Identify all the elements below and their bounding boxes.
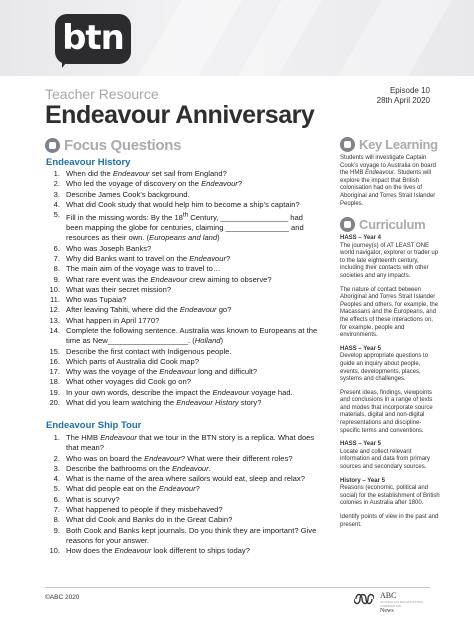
curriculum-block (340, 235, 440, 281)
focus-questions-heading (45, 137, 181, 154)
key-learning-text (340, 155, 440, 214)
tour-question (46, 464, 321, 474)
question-text: After leaving Tahiti, where did the Endeavour go? (66, 305, 232, 315)
question-text: How does the Endeavour look different to ships today? (66, 546, 250, 556)
question-text: Why was the voyage of the Endeavour long and difficult? (66, 367, 258, 377)
question-text: Fill in the missing words: By the 18th Century, ________________ had been mapping the globe for centuries, claiming _______________ and resources as their own. (Europeans and land) (66, 211, 304, 243)
question-number: 20. (49, 398, 60, 408)
episode-number: Episode 10 (389, 86, 430, 95)
question-text: What is the name of the area where sailors would eat, sleep and relax? (66, 474, 305, 484)
banner-stripe (138, 0, 242, 76)
question-number: 1. (53, 169, 60, 178)
question-number: 12. (49, 305, 60, 315)
curriculum-label: History – Year 5 (340, 477, 385, 484)
banner-stripe (238, 0, 322, 76)
question-text: Which parts of Australia did Cook map? (66, 356, 199, 366)
focus-questions-title: Focus Questions (64, 137, 182, 154)
question-number: 13. (49, 315, 60, 325)
footer-copyright: ©ABC 2020 (45, 594, 80, 601)
question-number: 9. (53, 525, 60, 535)
history-question (46, 388, 321, 398)
abc-name: ABC (380, 591, 397, 600)
curriculum-heading (340, 217, 425, 232)
abc-news-label: News (380, 608, 394, 614)
btn-logo-tail (62, 58, 70, 68)
abc-fullname: AUSTRALIAN BROADCASTING CORPORATION (380, 600, 424, 608)
curriculum-block (340, 346, 440, 384)
key-learning-heading (340, 137, 438, 152)
question-text: What was their secret mission? (66, 284, 172, 294)
question-number: 1. (53, 433, 60, 442)
history-question (46, 357, 321, 367)
curriculum-title: Curriculum (359, 217, 426, 232)
tour-questions (46, 433, 321, 557)
question-text: What rare event was the Endeavour crew aiming to observe? (66, 274, 272, 284)
question-text: Why did Banks want to travel on the Endeavour? (66, 253, 231, 263)
tour-heading: Endeavour Ship Tour (46, 420, 142, 431)
tour-question (46, 505, 321, 515)
question-text: When did the Endeavour set sail from England? (66, 169, 227, 178)
question-text: What did you learn watching the Endeavour History story? (66, 398, 262, 408)
tour-question (46, 484, 321, 494)
question-text: The HMB Endeavour that we tour in the BTN story is a replica. What does that mean? (66, 433, 315, 453)
question-text: Describe the first contact with Indigenous people. (66, 346, 232, 356)
history-heading: Endeavour History (46, 157, 131, 168)
question-text: What did Cook study that would help him to become a ship’s captain? (66, 199, 300, 209)
question-number: 2. (53, 453, 60, 463)
abc-logo-icon (354, 592, 374, 606)
question-number: 19. (49, 387, 60, 397)
question-number: 7. (53, 505, 60, 515)
history-question (46, 326, 321, 347)
tour-question (46, 546, 321, 556)
key-learning-title: Key Learning (359, 137, 438, 152)
curriculum-block (340, 514, 440, 529)
question-number: 8. (53, 264, 60, 274)
question-number: 3. (53, 463, 60, 473)
key-learning-paragraph: Students will investigate Captain Cook’s voyage to Australia on board the HMB Endeavour. Students will explore the impact that British colonisation had on the lives of Aboriginal and Torres Strait Islander Peoples. (340, 155, 436, 207)
page-subtitle: Teacher Resource (45, 86, 159, 102)
history-question (46, 305, 321, 315)
curriculum-text: Develop appropriate questions to guide an inquiry about people, events, developments, places, systems and challenges. (340, 353, 429, 383)
history-question (46, 377, 321, 387)
curriculum-list (340, 235, 440, 535)
question-text: Describe the bathrooms on the Endeavour. (66, 463, 211, 473)
question-number: 10. (49, 284, 60, 294)
history-question (46, 285, 321, 295)
episode-date: 28th April 2020 (376, 96, 430, 105)
question-number: 5. (53, 210, 60, 220)
question-number: 18. (49, 377, 60, 387)
question-text: Complete the following sentence. Australia was known to Europeans at the time as New___________________. (Holland) (66, 325, 318, 346)
question-number: 15. (49, 346, 60, 356)
question-number: 2. (53, 179, 60, 189)
question-number: 5. (53, 484, 60, 494)
history-question (46, 210, 321, 243)
history-question (46, 200, 321, 210)
history-questions (46, 169, 321, 408)
question-text: Who led the voyage of discovery on the Endeavour? (66, 179, 243, 189)
question-icon (45, 138, 60, 153)
page-title: Endeavour Anniversary (45, 101, 315, 129)
history-question (46, 254, 321, 264)
question-text: What happened to people if they misbehaved? (66, 505, 223, 515)
tour-question (46, 495, 321, 505)
question-text: Both Cook and Banks kept journals. Do you think they are important? Give reasons for your answer. (66, 525, 317, 545)
curriculum-text: The journey(s) of AT LEAST ONE world navigator, explorer or trader up to the late eighteenth century, including their contacts with other societies and any impacts. (340, 242, 439, 279)
history-question (46, 179, 321, 189)
curriculum-label: HASS – Year 5 (340, 345, 381, 352)
history-question (46, 264, 321, 274)
question-number: 10. (49, 546, 60, 556)
history-question (46, 316, 321, 326)
footer-divider (45, 587, 430, 588)
key-icon (340, 137, 355, 152)
history-question (46, 275, 321, 285)
question-number: 6. (53, 243, 60, 253)
tour-question (46, 474, 321, 484)
curriculum-block (340, 390, 440, 436)
curriculum-label: HASS – Year 4 (340, 235, 381, 241)
question-text: What did Cook and Banks do in the Great Cabin? (66, 515, 233, 525)
tour-question (46, 454, 321, 464)
tour-question (46, 515, 321, 525)
question-number: 9. (53, 274, 60, 284)
history-question (46, 398, 321, 408)
history-question (46, 244, 321, 254)
curriculum-text: Present ideas, findings, viewpoints and conclusions in a range of texts and modes that incorporate source materials, digital and non-digital representations and discipline-specific terms and conventions. (340, 389, 433, 434)
question-text: What did people eat on the Endeavour? (66, 484, 200, 494)
question-text: What is scurvy? (66, 494, 120, 504)
history-question (46, 169, 321, 179)
history-question (46, 190, 321, 200)
episode-info (377, 86, 430, 106)
question-number: 14. (49, 325, 60, 335)
question-text: In your own words, describe the impact the Endeavour voyage had. (66, 387, 293, 397)
question-number: 16. (49, 356, 60, 366)
question-text: What happen in April 1770? (66, 315, 160, 325)
question-text: What other voyages did Cook go on? (66, 377, 191, 387)
curriculum-block (340, 478, 440, 508)
btn-logo-text: btn (62, 18, 124, 58)
banner-stripe (338, 0, 452, 76)
question-text: Who was Tupaia? (66, 295, 127, 305)
question-number: 17. (49, 367, 60, 377)
curriculum-text: The nature of contact between Aboriginal and Torres Strait Islander Peoples and others, for example, the Macassans and the Europeans, and the effects of these interactions on, for example, people and environments. (340, 286, 439, 339)
question-number: 3. (53, 189, 60, 199)
abc-news-wordmark (380, 592, 440, 615)
tour-question (46, 526, 321, 547)
curriculum-label: HASS – Year 5 (340, 441, 381, 448)
curriculum-text: Locate and collect relevant information and data from primary sources and secondary sources. (340, 448, 431, 471)
question-text: Who was on board the Endeavour? What were their different roles? (66, 453, 293, 463)
question-number: 8. (53, 515, 60, 525)
book-icon (340, 217, 355, 232)
curriculum-block (340, 441, 440, 471)
history-question (46, 347, 321, 357)
tour-question (46, 433, 321, 454)
btn-logo (55, 14, 131, 64)
question-text: Who was Joseph Banks? (66, 243, 152, 253)
question-number: 6. (53, 494, 60, 504)
question-number: 4. (53, 199, 60, 209)
question-number: 11. (50, 295, 60, 305)
history-question (46, 295, 321, 305)
curriculum-block (340, 287, 440, 340)
question-text: The main aim of the voyage was to travel to… (66, 264, 221, 274)
question-number: 7. (53, 253, 60, 263)
history-question (46, 367, 321, 377)
curriculum-text: Reasons (economic, political and social) for the establishment of British colonies in Australia after 1800. (340, 485, 440, 507)
header-banner (0, 0, 474, 76)
question-text: Describe James Cook’s background. (66, 189, 190, 199)
question-number: 4. (53, 474, 60, 484)
curriculum-text: Identify points of view in the past and present. (340, 514, 439, 528)
